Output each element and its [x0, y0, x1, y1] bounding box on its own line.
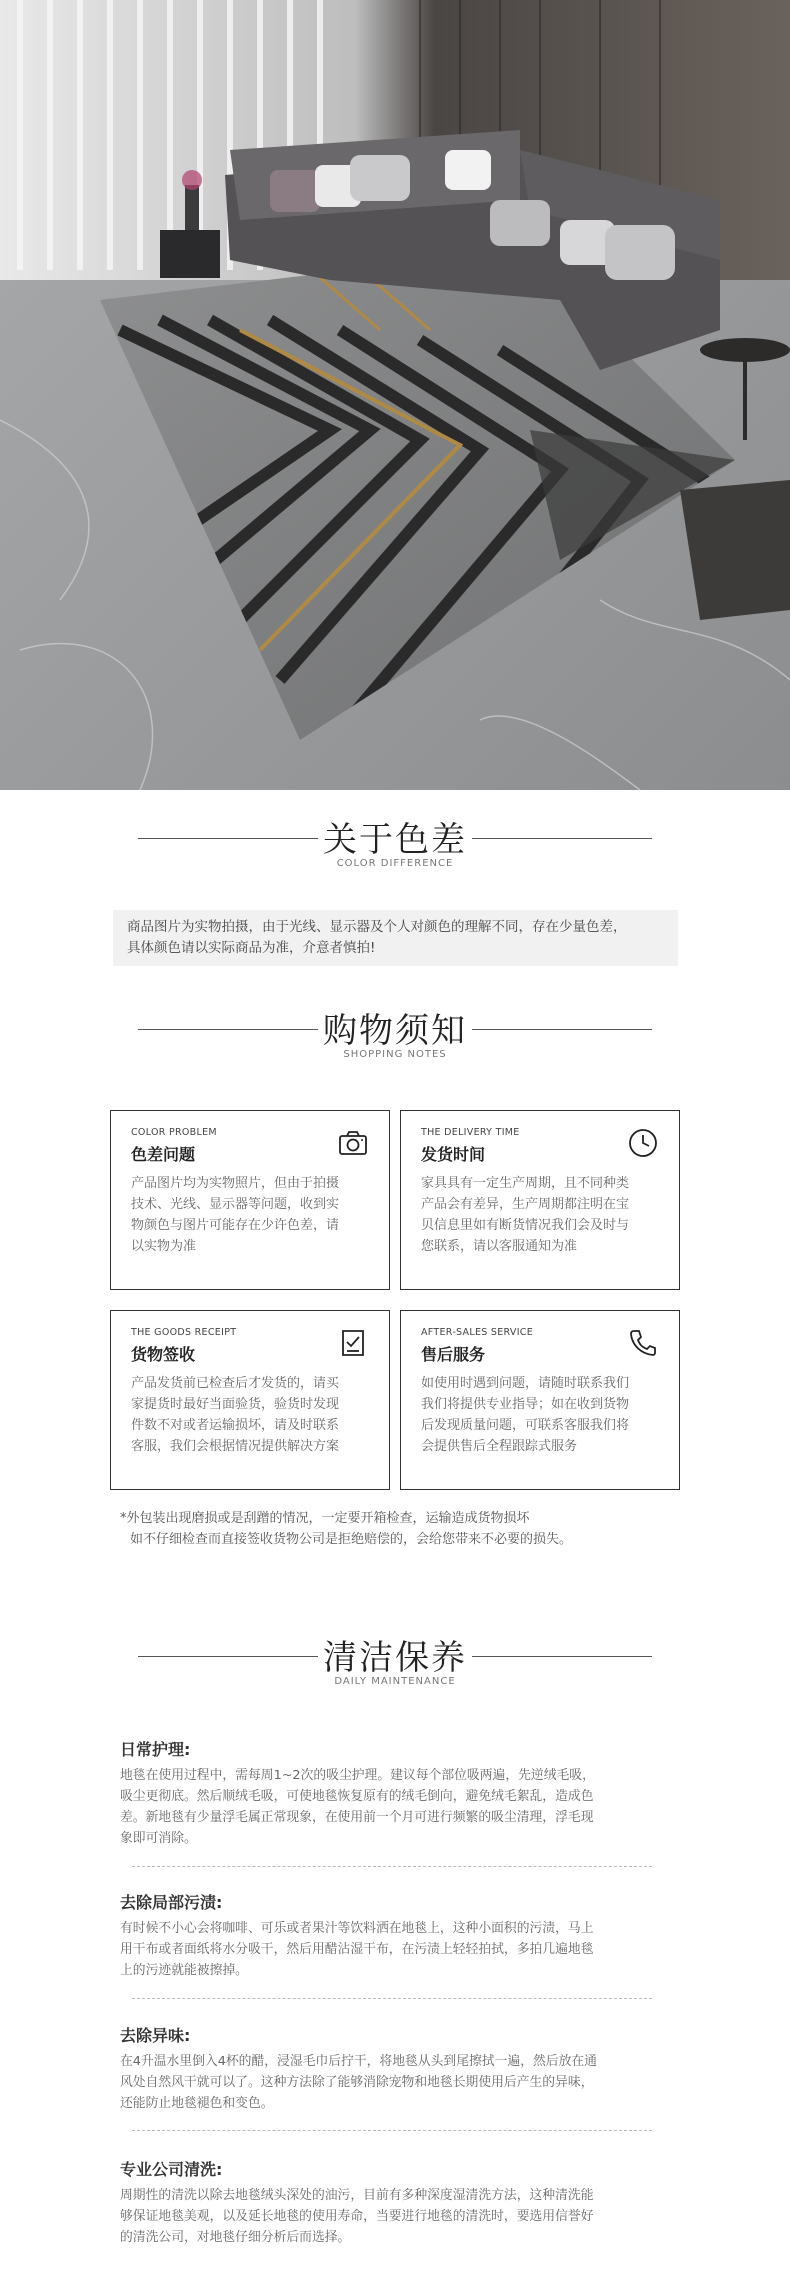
- color-difference-note: [113, 910, 678, 966]
- card-line: 物颜色与图片可能存在少许色差，请: [131, 1218, 340, 1233]
- clean-line: 用干布或者面纸将水分吸干，然后用醋沾湿干布，在污渍上轻轻拍拭，多拍几遍地毯: [120, 1942, 594, 1957]
- card-title: 色差问题: [131, 1145, 196, 1164]
- card-en-label: THE GOODS RECEIPT: [131, 1327, 237, 1338]
- color-note-line: 商品图片为实物拍摄，由于光线、显示器及个人对颜色的理解不同，存在少量色差，: [127, 919, 627, 935]
- note-line: 如不仔细检查而直接签收货物公司是拒绝赔偿的，会给您带来不必要的损失。: [130, 1532, 573, 1547]
- clean-line: 还能防止地毯褪色和变色。: [120, 2096, 274, 2111]
- card-en-label: THE DELIVERY TIME: [421, 1127, 520, 1138]
- clean-line: 象即可消除。: [120, 1831, 197, 1846]
- card-en-label: AFTER-SALES SERVICE: [421, 1327, 534, 1338]
- clean-heading: 日常护理:: [120, 1740, 191, 1759]
- title-divider-right: [472, 1656, 652, 1657]
- clean-line: 周期性的清洗以除去地毯绒头深处的油污，目前有多种深度湿清洗方法，这种清洗能: [120, 2188, 594, 2203]
- section-title: 关于色差: [323, 820, 467, 860]
- clean-line: 上的污迹就能被擦掉。: [120, 1963, 248, 1978]
- clean-heading: 去除局部污渍:: [120, 1893, 223, 1912]
- card-body: [131, 1173, 369, 1257]
- card-line: 家具具有一定生产周期，且不同种类: [421, 1176, 630, 1191]
- card-line: 技术、光线、显示器等问题，收到实: [131, 1197, 340, 1212]
- card-goods-receipt: [110, 1310, 390, 1490]
- card-line: 如使用时遇到问题，请随时联系我们: [421, 1376, 630, 1391]
- clean-line: 地毯在使用过程中，需每周1~2次的吸尘护理。建议每个部位吸两遍，先逆绒毛吸，: [120, 1768, 595, 1783]
- camera-icon: [337, 1127, 369, 1159]
- clean-body: [120, 1918, 672, 1981]
- professional-cleaning-section: [120, 2157, 672, 2248]
- card-body: [421, 1373, 659, 1457]
- daily-maintenance-title: [0, 1630, 790, 1690]
- card-title: 发货时间: [421, 1145, 486, 1164]
- card-delivery-time: [400, 1110, 680, 1290]
- clean-line: 差。新地毯有少量浮毛属正常现象，在使用前一个月可进行频繁的吸尘清理，浮毛现: [120, 1810, 594, 1825]
- card-line: 以实物为准: [131, 1239, 197, 1254]
- card-en-label: COLOR PROBLEM: [131, 1127, 217, 1138]
- card-line: 后发现质量问题，可联系客服我们将: [421, 1418, 630, 1433]
- section-subtitle: SHOPPING NOTES: [343, 1049, 447, 1060]
- clean-line: 有时候不小心会将咖啡、可乐或者果汁等饮料洒在地毯上，这种小面积的污渍，马上: [120, 1921, 594, 1936]
- card-line: 产品发货前已检查后才发货的，请买: [131, 1376, 340, 1391]
- card-line: 贝信息里如有断货情况我们会及时与: [421, 1218, 630, 1233]
- card-line: 会提供售后全程跟踪式服务: [421, 1439, 578, 1454]
- clock-icon: [627, 1127, 659, 1159]
- stain-removal-section: [120, 1890, 672, 1981]
- color-note-line: 具体颜色请以实际商品为准，介意者慎拍!: [127, 940, 376, 956]
- card-body: [131, 1373, 369, 1457]
- hero-room-photo: [0, 0, 790, 790]
- dashed-divider: [132, 2130, 652, 2131]
- dashed-divider: [132, 1866, 652, 1867]
- clean-line: 够保证地毯美观，以及延长地毯的使用寿命，当要进行地毯的清洗时，要选用信誉好: [120, 2209, 594, 2224]
- color-difference-title: [0, 812, 790, 872]
- clean-body: [120, 1765, 672, 1849]
- section-subtitle: COLOR DIFFERENCE: [336, 858, 454, 869]
- title-divider-right: [472, 838, 652, 839]
- clean-heading: 去除异味:: [120, 2026, 191, 2045]
- card-body: [421, 1173, 659, 1257]
- daily-care-section: [120, 1737, 672, 1849]
- section-subtitle: DAILY MAINTENANCE: [334, 1676, 456, 1687]
- card-color-problem: [110, 1110, 390, 1290]
- section-title: 清洁保养: [323, 1638, 467, 1678]
- card-line: 件数不对或者运输损坏，请及时联系: [131, 1418, 340, 1433]
- clean-line: 在4升温水里倒入4杯的醋，浸湿毛巾后拧干，将地毯从头到尾擦拭一遍，然后放在通: [120, 2054, 597, 2069]
- card-line: 产品会有差异，生产周期都注明在宝: [421, 1197, 630, 1212]
- clean-line: 风处自然风干就可以了。这种方法除了能够消除宠物和地毯长期使用后产生的异味，: [120, 2075, 594, 2090]
- section-title: 购物须知: [323, 1011, 467, 1051]
- note-line: *外包装出现磨损或是刮蹭的情况，一定要开箱检查，运输造成货物损坏: [120, 1511, 530, 1526]
- phone-icon: [627, 1327, 659, 1359]
- clean-body: [120, 2051, 672, 2114]
- clean-body: [120, 2185, 672, 2248]
- card-line: 我们将提供专业指导；如在收到货物: [421, 1397, 630, 1412]
- card-line: 您联系，请以客服通知为准: [421, 1239, 578, 1254]
- clean-line: 吸尘更彻底。然后顺绒毛吸，可使地毯恢复原有的绒毛倒向，避免绒毛絮乱，造成色: [120, 1789, 594, 1804]
- clean-heading: 专业公司清洗:: [120, 2160, 223, 2179]
- dashed-divider: [132, 1998, 652, 1999]
- card-after-sales: [400, 1310, 680, 1490]
- shopping-notes-title: [0, 1003, 790, 1063]
- clean-line: 的清洗公司，对地毯仔细分析后而选择。: [120, 2230, 351, 2245]
- shipping-damage-note: [120, 1508, 680, 1550]
- card-title: 货物签收: [131, 1345, 196, 1364]
- title-divider-right: [472, 1029, 652, 1030]
- card-title: 售后服务: [421, 1345, 486, 1364]
- receipt-icon: [337, 1327, 369, 1359]
- odor-removal-section: [120, 2023, 672, 2114]
- card-line: 家提货时最好当面验货，验货时发现: [131, 1397, 340, 1412]
- card-line: 产品图片均为实物照片，但由于拍摄: [131, 1176, 340, 1191]
- card-line: 客服，我们会根据情况提供解决方案: [131, 1439, 340, 1454]
